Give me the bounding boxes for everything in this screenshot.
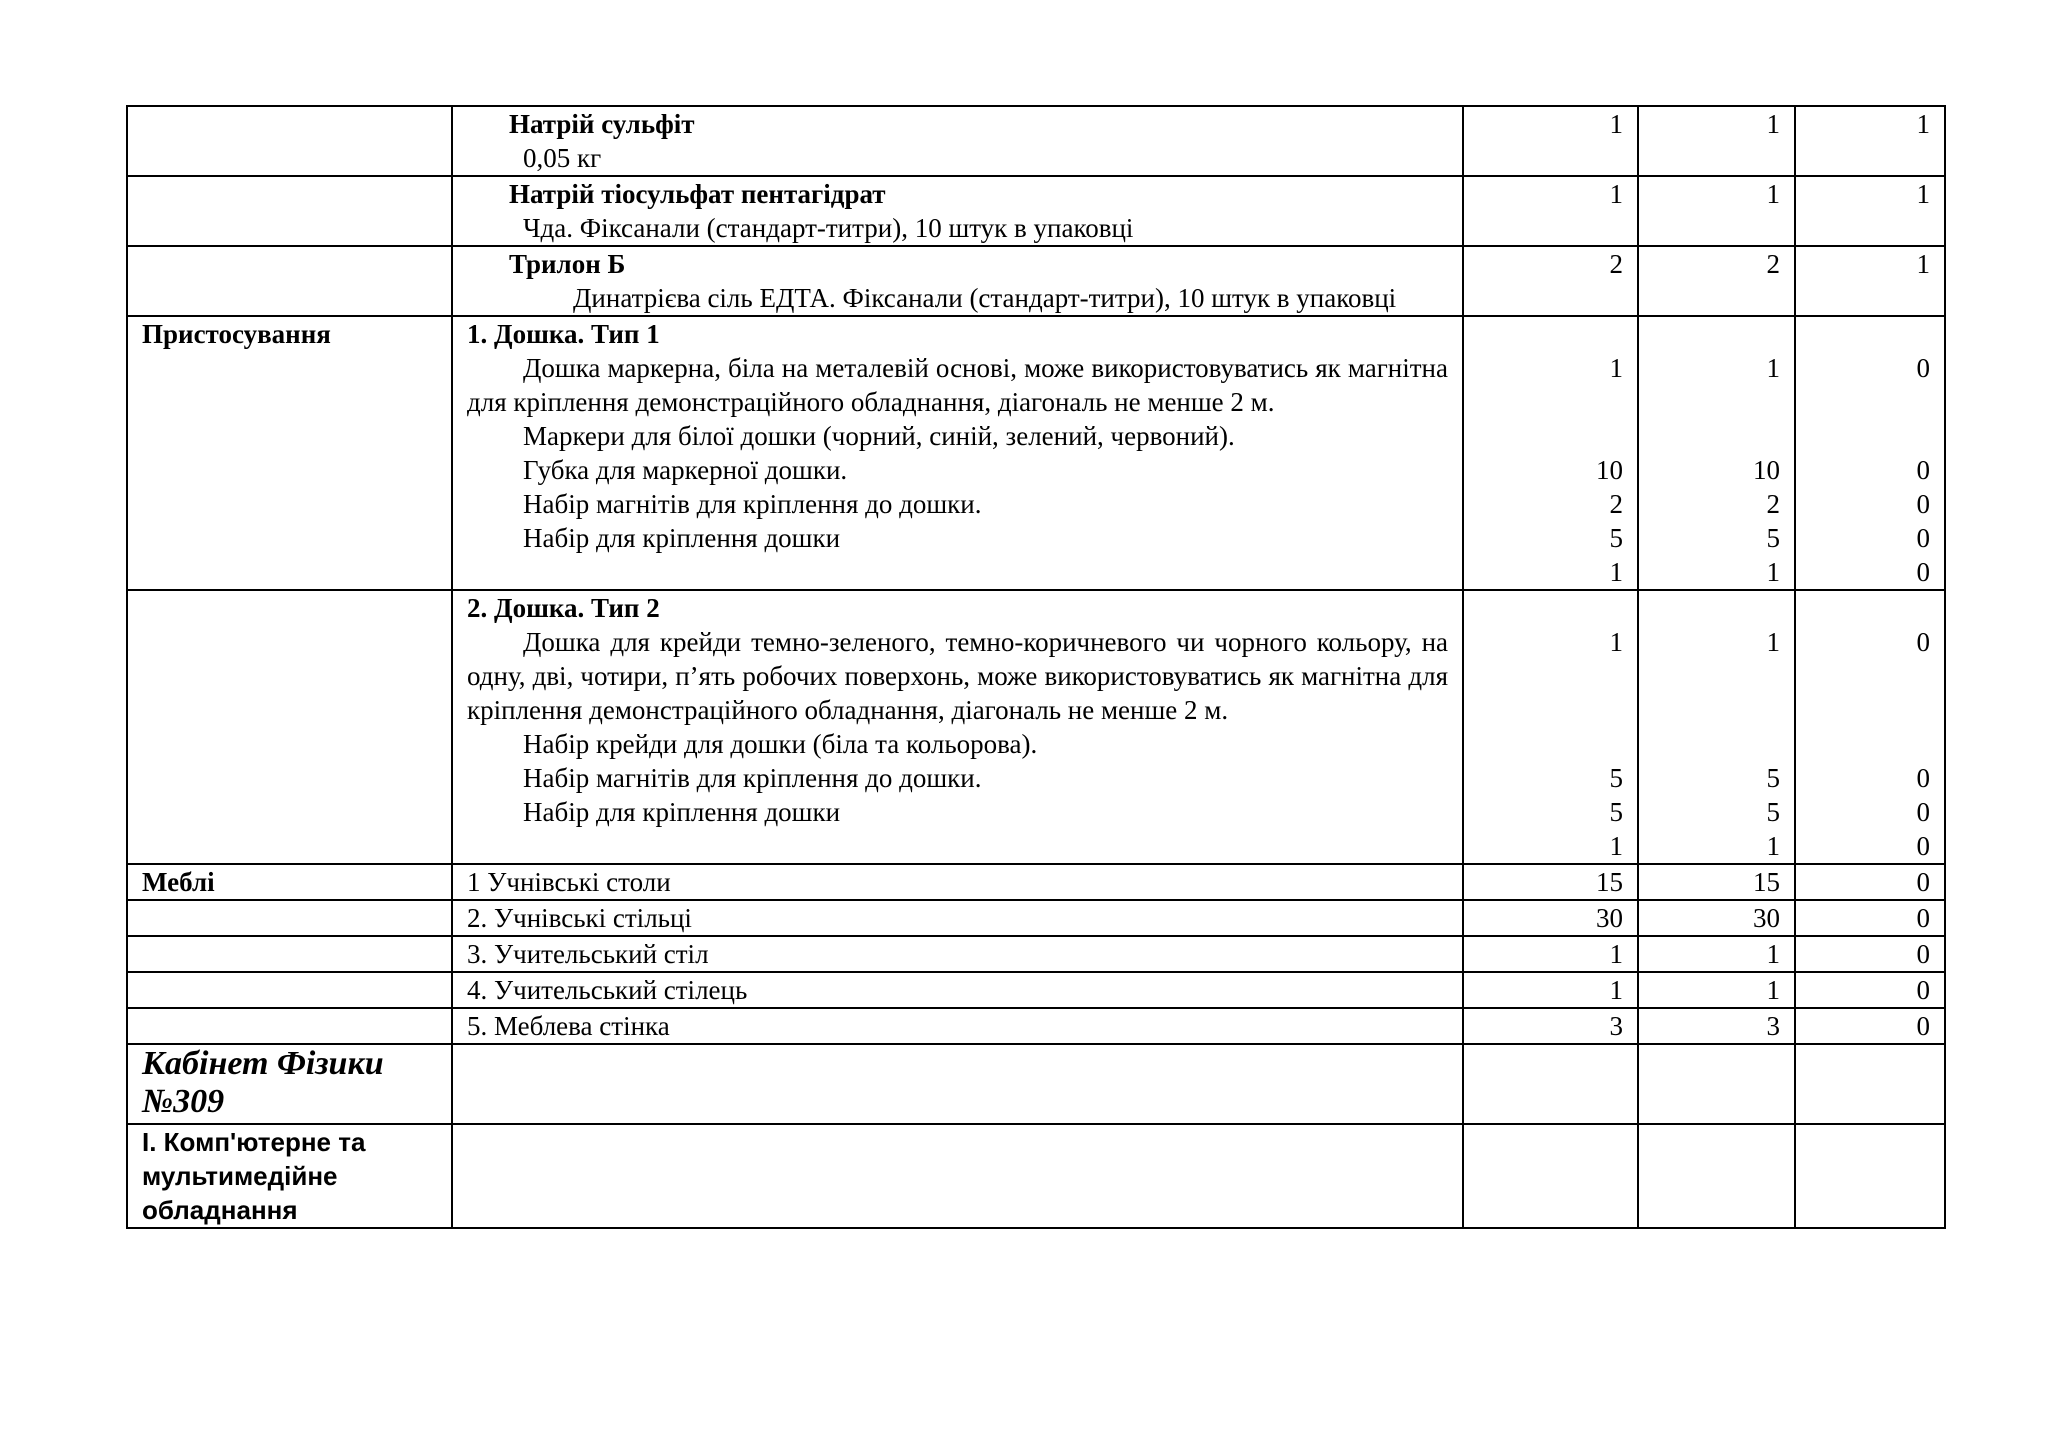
quantity-cell bbox=[1638, 316, 1795, 590]
inventory-table bbox=[126, 105, 1946, 1229]
quantity-value: 5 bbox=[1766, 523, 1780, 553]
quantity-value: 5 bbox=[1609, 797, 1623, 827]
quantity-cell: 1 bbox=[1463, 176, 1638, 246]
table-row bbox=[127, 246, 1945, 316]
quantity-cell: 0 bbox=[1795, 936, 1945, 972]
quantity-value: 0 bbox=[1916, 523, 1930, 553]
quantity-cell: 30 bbox=[1463, 900, 1638, 936]
quantity-value: 2 bbox=[1766, 489, 1780, 519]
item-cell bbox=[452, 316, 1463, 590]
quantity-value: 1 bbox=[1609, 627, 1623, 657]
quantity-cell: 0 bbox=[1795, 1008, 1945, 1044]
table-row bbox=[127, 316, 1945, 590]
quantity-cell bbox=[1795, 316, 1945, 590]
item-name: Трилон Б bbox=[509, 249, 626, 279]
table-row bbox=[127, 590, 1945, 864]
item-description: Губка для маркерної дошки. bbox=[523, 455, 848, 485]
quantity-cell: 1 bbox=[1795, 106, 1945, 176]
item-description: Маркери для білої дошки (чорний, синій, зелений, червоний). bbox=[523, 421, 1235, 451]
quantity-value: 10 bbox=[1596, 455, 1623, 485]
item-cell: 5. Меблева стінка bbox=[452, 1008, 1463, 1044]
item-description: Динатрієва сіль ЕДТА. Фіксанали (стандарт-титри), 10 штук в упаковці bbox=[573, 283, 1397, 313]
quantity-cell bbox=[1463, 1124, 1638, 1228]
quantity-value: 1 bbox=[1609, 831, 1623, 861]
quantity-cell: 1 bbox=[1463, 972, 1638, 1008]
item-cell bbox=[452, 246, 1463, 316]
item-description: Дошка маркерна, біла на металевій основі, може використовуватись як магнітна для кріплення демонстраційного обладнання, діагональ не менше 2 м. bbox=[467, 353, 1448, 417]
item-description: Набір крейди для дошки (біла та кольорова). bbox=[523, 729, 1038, 759]
quantity-cell bbox=[1463, 316, 1638, 590]
quantity-value: 5 bbox=[1609, 523, 1623, 553]
item-description: Набір для кріплення дошки bbox=[523, 797, 841, 827]
quantity-value: 1 bbox=[1609, 353, 1623, 383]
quantity-value: 5 bbox=[1766, 763, 1780, 793]
quantity-value: 0 bbox=[1916, 797, 1930, 827]
category-cell: Пристосування bbox=[127, 316, 452, 590]
category-cell bbox=[127, 900, 452, 936]
quantity-cell: 3 bbox=[1638, 1008, 1795, 1044]
quantity-cell: 1 bbox=[1463, 106, 1638, 176]
subsection-title: І. Комп'ютерне та мультимедійне обладнання bbox=[127, 1124, 452, 1228]
item-description: 0,05 кг bbox=[523, 143, 602, 173]
quantity-cell: 1 bbox=[1463, 936, 1638, 972]
table-row bbox=[127, 864, 1945, 900]
quantity-value: 1 bbox=[1609, 557, 1623, 587]
item-description: Дошка для крейди темно-зеленого, темно-коричневого чи чорного кольору, на одну, дві, чотири, п’ять робочих поверхонь, може використовуватись як магнітна для кріплення демонстраційного обладнання, діагональ не менше 2 м. bbox=[467, 627, 1448, 725]
quantity-value: 1 bbox=[1766, 557, 1780, 587]
item-name: Натрій тіосульфат пентагідрат bbox=[509, 179, 886, 209]
quantity-cell: 0 bbox=[1795, 972, 1945, 1008]
quantity-value: 1 bbox=[1766, 353, 1780, 383]
table-row bbox=[127, 1008, 1945, 1044]
category-cell bbox=[127, 176, 452, 246]
item-cell: 3. Учительський стіл bbox=[452, 936, 1463, 972]
item-name: Натрій сульфіт bbox=[509, 109, 695, 139]
quantity-cell bbox=[1638, 1044, 1795, 1124]
quantity-value: 0 bbox=[1916, 353, 1930, 383]
quantity-cell bbox=[1463, 1044, 1638, 1124]
table-row bbox=[127, 972, 1945, 1008]
item-description: Набір магнітів для кріплення до дошки. bbox=[523, 489, 982, 519]
table-row bbox=[127, 106, 1945, 176]
category-cell: Меблі bbox=[127, 864, 452, 900]
quantity-value: 0 bbox=[1916, 557, 1930, 587]
item-cell: 4. Учительський стілець bbox=[452, 972, 1463, 1008]
item-cell bbox=[452, 590, 1463, 864]
item-cell bbox=[452, 1044, 1463, 1124]
quantity-value: 5 bbox=[1766, 797, 1780, 827]
quantity-cell: 1 bbox=[1638, 936, 1795, 972]
quantity-value: 0 bbox=[1916, 831, 1930, 861]
table-row bbox=[127, 900, 1945, 936]
quantity-value: 10 bbox=[1753, 455, 1780, 485]
quantity-value: 2 bbox=[1609, 489, 1623, 519]
quantity-value: 0 bbox=[1916, 763, 1930, 793]
table-row bbox=[127, 936, 1945, 972]
item-description: Чда. Фіксанали (стандарт-титри), 10 штук в упаковці bbox=[523, 213, 1134, 243]
item-group-title: 2. Дошка. Тип 2 bbox=[467, 593, 660, 623]
category-cell bbox=[127, 936, 452, 972]
quantity-cell: 1 bbox=[1638, 972, 1795, 1008]
quantity-cell: 30 bbox=[1638, 900, 1795, 936]
quantity-cell: 15 bbox=[1638, 864, 1795, 900]
table-row bbox=[127, 1044, 1945, 1124]
quantity-value: 0 bbox=[1916, 455, 1930, 485]
category-cell bbox=[127, 1008, 452, 1044]
table-row bbox=[127, 1124, 1945, 1228]
quantity-cell bbox=[1463, 590, 1638, 864]
quantity-cell bbox=[1795, 590, 1945, 864]
quantity-value: 1 bbox=[1766, 831, 1780, 861]
quantity-cell: 0 bbox=[1795, 900, 1945, 936]
item-cell bbox=[452, 1124, 1463, 1228]
quantity-cell: 1 bbox=[1795, 246, 1945, 316]
quantity-value: 1 bbox=[1766, 627, 1780, 657]
quantity-cell bbox=[1638, 590, 1795, 864]
quantity-cell: 2 bbox=[1463, 246, 1638, 316]
quantity-cell: 1 bbox=[1638, 176, 1795, 246]
item-cell bbox=[452, 106, 1463, 176]
section-title: Кабінет Фізики №309 bbox=[127, 1044, 452, 1124]
item-cell: 1 Учнівські столи bbox=[452, 864, 1463, 900]
item-cell bbox=[452, 176, 1463, 246]
quantity-cell: 1 bbox=[1795, 176, 1945, 246]
quantity-cell bbox=[1795, 1124, 1945, 1228]
quantity-value: 5 bbox=[1609, 763, 1623, 793]
item-description: Набір магнітів для кріплення до дошки. bbox=[523, 763, 982, 793]
quantity-cell: 3 bbox=[1463, 1008, 1638, 1044]
quantity-cell: 15 bbox=[1463, 864, 1638, 900]
quantity-value: 0 bbox=[1916, 489, 1930, 519]
item-cell: 2. Учнівські стільці bbox=[452, 900, 1463, 936]
category-cell bbox=[127, 246, 452, 316]
quantity-cell: 0 bbox=[1795, 864, 1945, 900]
category-cell bbox=[127, 106, 452, 176]
category-cell bbox=[127, 972, 452, 1008]
item-group-title: 1. Дошка. Тип 1 bbox=[467, 319, 660, 349]
quantity-cell bbox=[1638, 1124, 1795, 1228]
category-cell bbox=[127, 590, 452, 864]
quantity-value: 0 bbox=[1916, 627, 1930, 657]
item-description: Набір для кріплення дошки bbox=[523, 523, 841, 553]
quantity-cell bbox=[1795, 1044, 1945, 1124]
table-row bbox=[127, 176, 1945, 246]
quantity-cell: 1 bbox=[1638, 106, 1795, 176]
quantity-cell: 2 bbox=[1638, 246, 1795, 316]
